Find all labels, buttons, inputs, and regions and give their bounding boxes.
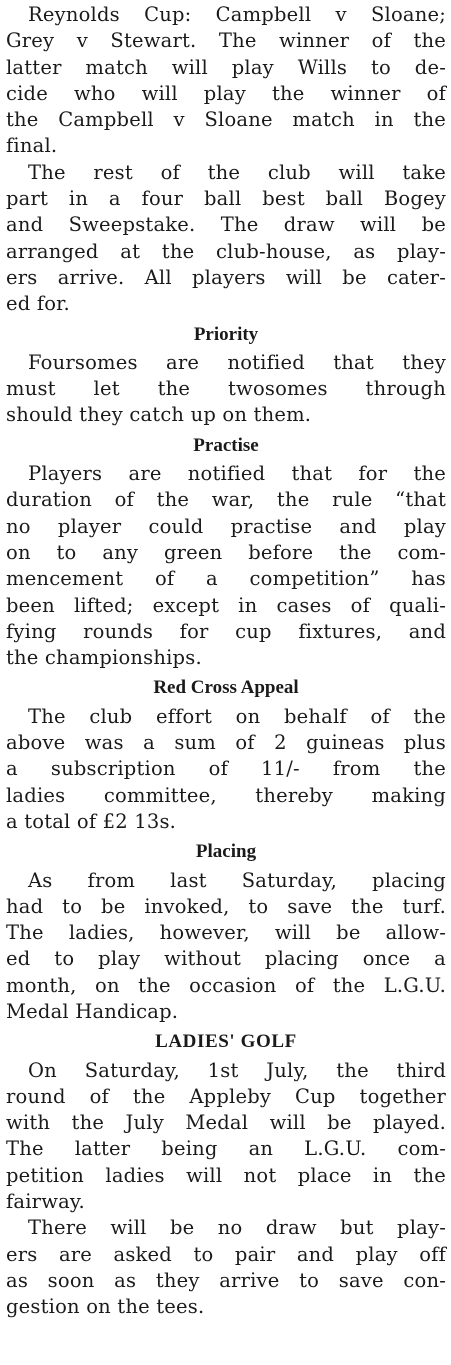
text-line: fying rounds for cup fixtures, and [6,619,446,643]
text-line: There will be no draw but play- [28,1216,446,1240]
text-line: petition ladies will not place in the [6,1163,446,1187]
text-line: been lifted; except in cases of quali- [6,593,446,617]
red-cross-appeal-heading: Red Cross Appeal [153,677,299,699]
no-draw-paragraph [6,1215,446,1320]
text-line: a total of £2 13s. [6,809,177,833]
text-line: as soon as they arrive to save con- [6,1268,446,1292]
text-line: had to be invoked, to save the turf. [6,894,446,918]
text-line: and Sweepstake. The draw will be [6,213,446,237]
text-line: ers arrive. All players will be cater- [6,265,446,289]
text-line: latter match will play Wills to de- [6,55,446,79]
text-line: the Campbell v Sloane match in the [6,108,446,132]
text-line: The club effort on behalf of the [28,704,446,728]
text-line: round of the Appleby Cup together [6,1084,446,1108]
text-line: gestion on the tees. [6,1295,205,1319]
text-line: As from last Saturday, placing [28,868,446,892]
text-line: ed for. [6,292,70,316]
text-line: mencement of a competition” has [6,567,446,591]
text-line: Grey v Stewart. The winner of the [6,29,446,53]
text-line: arranged at the club-house, as play- [6,239,446,263]
text-line: Medal Handicap. [6,999,179,1023]
text-line: must let the twosomes through [6,377,446,401]
text-line: cide who will play the winner of [6,81,446,105]
text-line: with the July Medal will be played. [6,1111,446,1135]
text-line: fairway. [6,1190,85,1214]
text-line: The latter being an L.G.U. com- [6,1137,446,1161]
practise-paragraph [6,461,446,671]
priority-heading: Priority [193,323,259,345]
text-line: above was a sum of 2 guineas plus [6,731,446,755]
text-line: On Saturday, 1st July, the third [28,1058,446,1082]
text-line: on to any green before the com- [6,540,446,564]
text-line: The ladies, however, will be allow- [6,921,446,945]
reynolds-cup-paragraph [6,2,446,160]
text-line: should they catch up on them. [6,403,312,427]
priority-paragraph [6,350,446,429]
text-line: a subscription of 11/- from the [6,757,446,781]
placing-paragraph [6,868,446,1026]
text-line: the championships. [6,646,202,670]
text-line: final. [6,134,58,158]
text-line: ed to play without placing once a [6,947,446,971]
text-line: part in a four ball best ball Bogey [6,187,446,211]
text-line: The rest of the club will take [28,160,446,184]
ladies-golf-paragraph [6,1058,446,1216]
red-cross-appeal-paragraph [6,704,446,835]
text-line: duration of the war, the rule “that [6,488,446,512]
text-line: no player could practise and play [6,514,446,538]
text-line: Foursomes are notified that they [28,350,446,374]
practise-heading: Practise [193,434,259,456]
rest-of-club-paragraph [6,160,446,318]
text-line: Players are notified that for the [28,462,446,486]
text-line: Reynolds Cup: Campbell v Sloane; [28,3,446,26]
text-line: ers are asked to pair and play off [6,1242,446,1266]
newspaper-column [6,2,446,1321]
text-line: month, on the occasion of the L.G.U. [6,973,446,997]
ladies-golf-heading: LADIES' GOLF [155,1031,297,1053]
placing-heading: Placing [195,841,257,863]
text-line: ladies committee, thereby making [6,783,446,807]
